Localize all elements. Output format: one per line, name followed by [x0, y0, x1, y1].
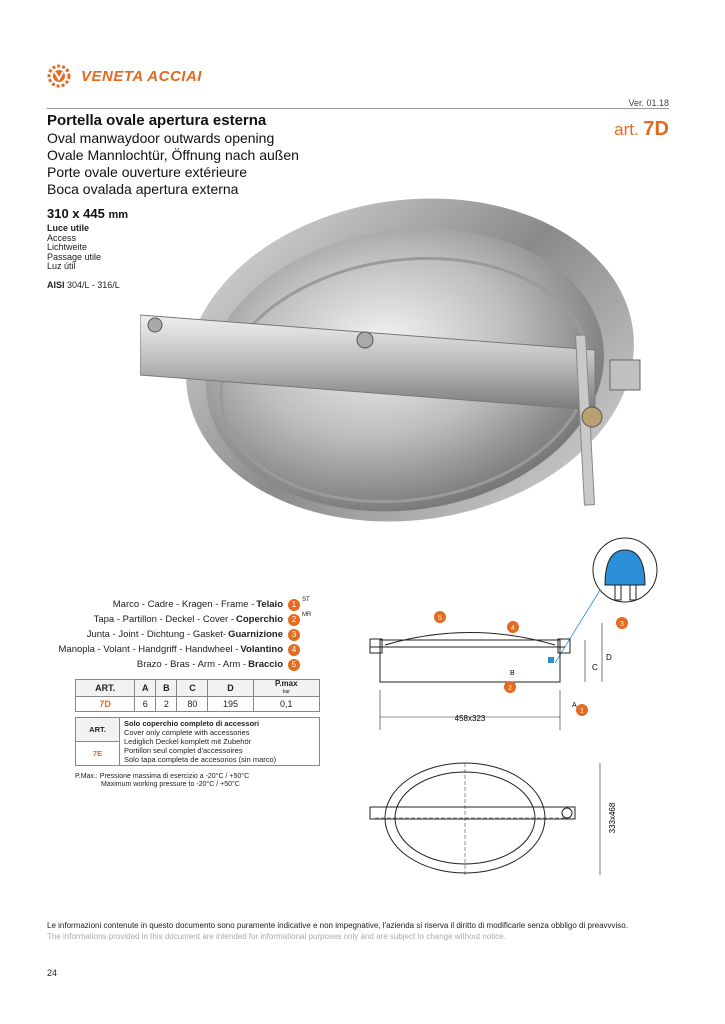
brand-logo	[47, 64, 202, 88]
part-tag: MR	[302, 612, 312, 618]
header-pmax	[253, 680, 319, 697]
part-text: Brazo - Bras - Arm - Arm -	[136, 659, 247, 670]
part-text: Marco - Cadre - Kragen - Frame -	[112, 599, 255, 610]
part-number-badge: 3	[288, 629, 300, 641]
part-tag: ST	[302, 597, 310, 603]
top-view-drawing	[365, 755, 655, 885]
callout-5-label: 5	[438, 615, 442, 622]
gear-icon	[47, 64, 75, 88]
header-a: A	[135, 680, 156, 697]
part-number-badge: 5	[288, 659, 300, 671]
title-german: Ovale Mannlochtür, Öffnung nach außen	[47, 147, 299, 163]
disclaimer-english: The informations provided in this document are intended for informational purposes only and are subject to change without notice.	[47, 932, 506, 941]
cover-table	[75, 717, 320, 766]
cell-d: 195	[208, 697, 253, 712]
cover-line-fr: Portillon seul complet d'accessoires	[124, 746, 243, 755]
size-value: 310 x 445	[47, 206, 105, 221]
part-row-5	[40, 657, 320, 672]
access-fr: Passage utile	[47, 251, 102, 262]
title-french: Porte ovale ouverture extérieure	[47, 164, 247, 180]
access-it: Luce utile	[47, 223, 90, 233]
part-row-2	[40, 612, 320, 627]
part-name: Volantino	[240, 644, 283, 655]
header-b: B	[156, 680, 177, 697]
side-section-drawing	[340, 535, 670, 735]
size-label	[47, 206, 128, 221]
product-photo	[140, 185, 675, 565]
width-dimension: 458x323	[454, 714, 486, 723]
callout-3-label: 3	[620, 621, 624, 628]
dim-letter-b: B	[510, 670, 515, 677]
part-row-3	[40, 627, 320, 642]
header-art: ART.	[76, 680, 135, 697]
parts-list	[40, 597, 320, 672]
cell-art: 7D	[76, 697, 135, 712]
cover-header-art: ART.	[76, 718, 120, 742]
part-number-badge: 4	[288, 644, 300, 656]
part-name: Coperchio	[236, 614, 283, 625]
material-label-key: AISI	[47, 280, 65, 290]
table-row	[76, 697, 320, 712]
callout-1-label: 1	[580, 708, 584, 715]
pmax-unit: bar	[282, 689, 290, 695]
part-row-4	[40, 642, 320, 657]
cover-line-es: Solo tapa completa de accesorios (sin marco)	[124, 755, 277, 764]
brand-name: VENETA ACCIAI	[81, 67, 202, 85]
dim-letter-c: C	[592, 663, 598, 672]
access-es: Luz útil	[47, 261, 76, 271]
part-text: Junta - Joint - Dichtung - Gasket-	[86, 629, 227, 640]
title-english: Oval manwaydoor outwards opening	[47, 130, 275, 146]
cover-code: 7E	[76, 742, 120, 766]
cell-a: 6	[135, 697, 156, 712]
pmax-note	[75, 773, 249, 789]
dim-letter-d: D	[606, 653, 612, 662]
part-text: Tapa - Partillon - Deckel - Cover -	[93, 614, 235, 625]
cell-b: 2	[156, 697, 177, 712]
disclaimer-italian: Le informazioni contenute in questo documento sono puramente indicative e non impegnative, l'azienda si riserva il diritto di modificarle senza obbligo di preavvviso.	[47, 921, 628, 930]
cover-line-en: Cover only complete with accessories	[124, 728, 250, 737]
header-divider	[47, 108, 669, 109]
callout-4-label: 4	[511, 625, 515, 632]
header-c: C	[177, 680, 208, 697]
material-label	[47, 280, 120, 290]
cover-line-de: Lediglich Deckel komplett mit Zubehör	[124, 737, 252, 746]
cover-title: Solo coperchio completo di accessori	[124, 719, 260, 728]
cell-c: 80	[177, 697, 208, 712]
dim-letter-a: A	[572, 702, 577, 709]
part-name: Guarnizione	[228, 629, 283, 640]
page-number: 24	[47, 968, 58, 978]
cell-pmax: 0,1	[253, 697, 319, 712]
pmax-label: P.max	[275, 679, 298, 688]
height-dimension: 333x468	[608, 802, 617, 834]
article-number: 7D	[643, 118, 669, 140]
cover-description	[120, 718, 320, 766]
part-number-badge: 2	[288, 614, 300, 626]
part-number-badge: 1	[288, 599, 300, 611]
callout-2-label: 2	[508, 685, 512, 692]
article-prefix: art.	[614, 120, 639, 139]
part-row-1	[40, 597, 320, 612]
access-en: Access	[47, 232, 77, 243]
access-de: Lichtweite	[47, 242, 88, 252]
header-d: D	[208, 680, 253, 697]
article-code	[614, 118, 669, 141]
part-text: Manopla - Volant - Handgriff - Handwheel -	[58, 644, 239, 655]
dimension-header-row	[76, 680, 320, 697]
part-name: Braccio	[248, 659, 283, 670]
title-italian: Portella ovale apertura esterna	[47, 112, 267, 129]
version-label: Ver. 01.18	[628, 98, 669, 108]
size-unit: mm	[108, 209, 129, 221]
access-labels	[47, 224, 101, 272]
title-spanish: Boca ovalada apertura externa	[47, 181, 239, 197]
pmax-note-en: Maximum working pressure to -20°C / +50°C	[101, 781, 240, 788]
material-value: 304/L - 316/L	[67, 280, 120, 290]
dimension-table	[75, 679, 320, 712]
pmax-note-it: P.Max.: Pressione massima di esercizio a -20°C / +50°C	[75, 773, 250, 780]
part-name: Telaio	[256, 599, 283, 610]
